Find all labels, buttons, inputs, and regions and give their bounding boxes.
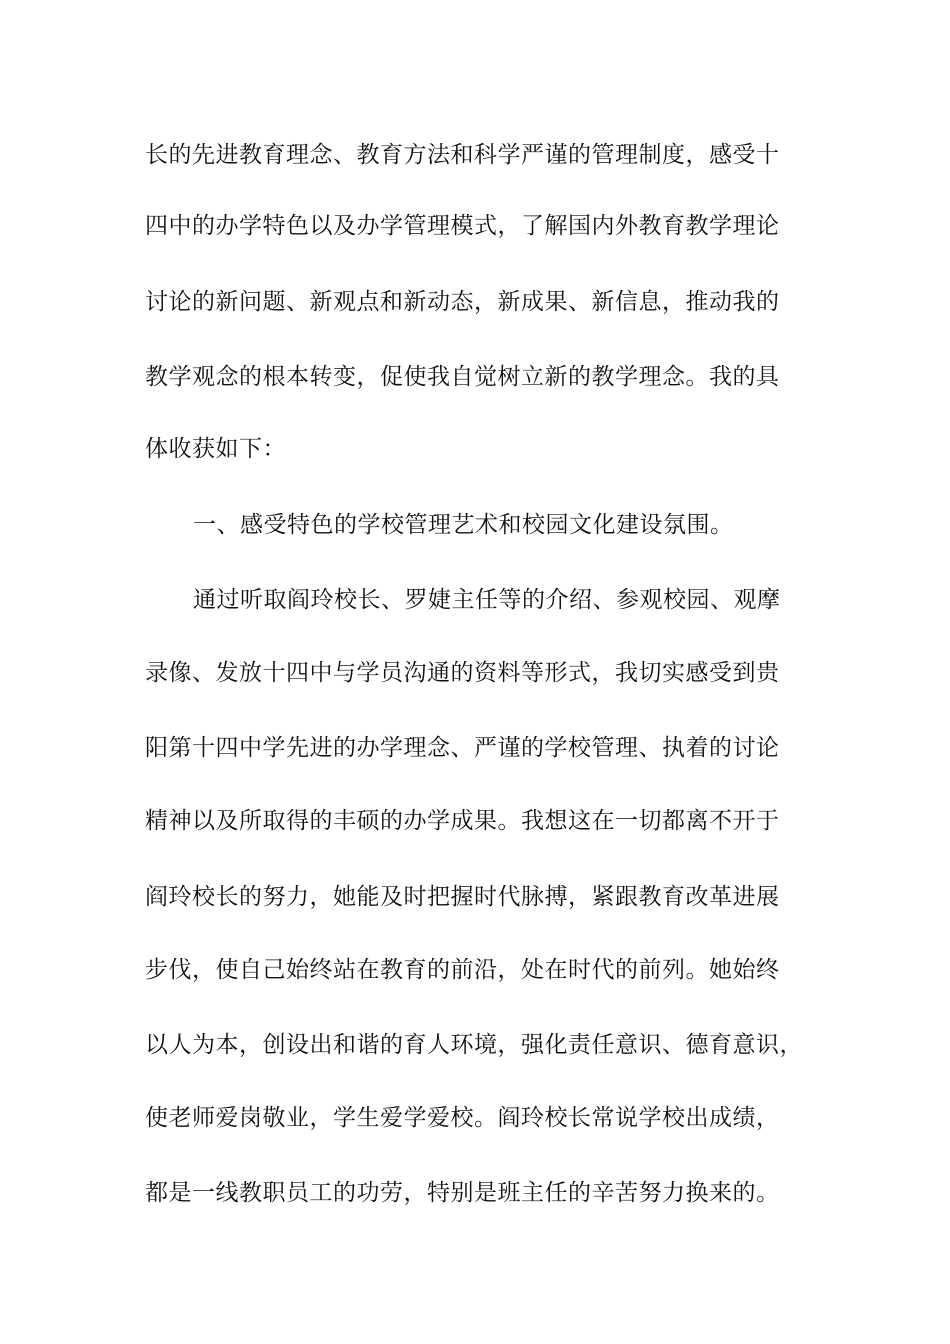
paragraph-first-line: 通过听取阎玲校长、罗婕主任等的介绍、参观校园、观摩 (193, 587, 781, 613)
text-line: 阎玲校长的努力，她能及时把握时代脉搏，紧跟教育改革进展 (145, 884, 780, 910)
text-line: 阳第十四中学先进的办学理念、严谨的学校管理、执着的讨论 (145, 735, 780, 761)
section-heading: 一、感受特色的学校管理艺术和校园文化建设氛围。 (193, 512, 734, 538)
text-line: 精神以及所取得的丰硕的办学成果。我想这在一切都离不开于 (145, 808, 780, 834)
text-line: 以人为本，创设出和谐的育人环境，强化责任意识、德育意识， (145, 1032, 803, 1058)
text-line: 长的先进教育理念、教育方法和科学严谨的管理制度，感受十 (145, 142, 780, 168)
text-line: 教学观念的根本转变，促使我自觉树立新的教学理念。我的具 (145, 364, 780, 390)
text-line: 步伐，使自己始终站在教育的前沿，处在时代的前列。她始终 (145, 957, 780, 983)
text-line: 体收获如下： (145, 436, 286, 462)
text-line: 讨论的新问题、新观点和新动态，新成果、新信息，推动我的 (145, 289, 780, 315)
text-line: 都是一线教职员工的功劳，特别是班主任的辛苦努力换来的。 (145, 1180, 780, 1206)
text-line: 四中的办学特色以及办学管理模式，了解国内外教育教学理论 (145, 213, 780, 239)
text-line: 使老师爱岗敬业，学生爱学爱校。阎玲校长常说学校出成绩， (145, 1105, 780, 1131)
text-line: 录像、发放十四中与学员沟通的资料等形式，我切实感受到贵 (145, 660, 780, 686)
